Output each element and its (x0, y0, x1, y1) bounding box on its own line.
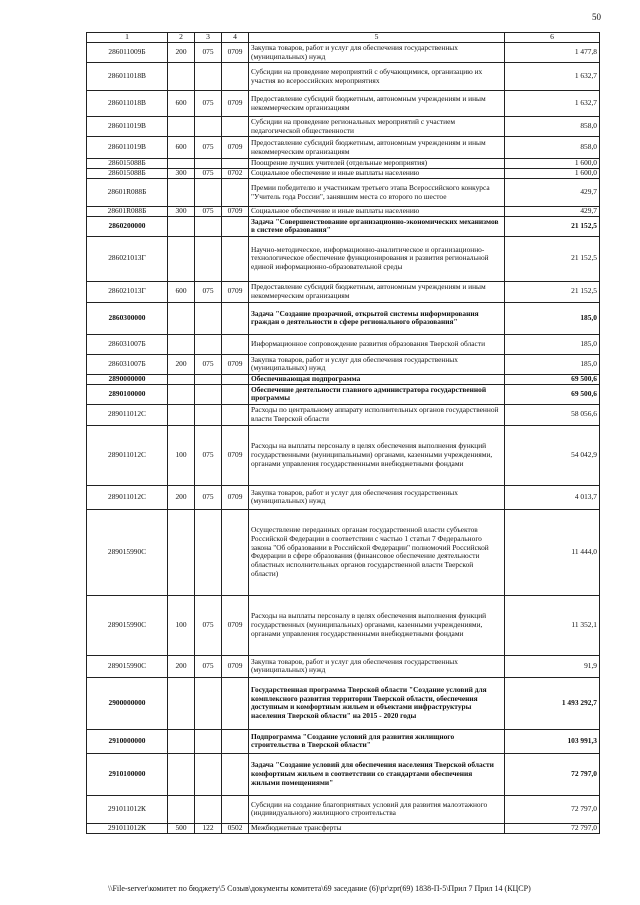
row-name-cell: Закупка товаров, работ и услуг для обеспечения государственных (муниципальных) нужд (249, 43, 505, 63)
row-col2-cell: 600 (168, 91, 195, 117)
row-col4-cell (222, 509, 249, 595)
row-name-cell: Научно-методическое, информационно-аналитическое и организационно-технологическое обеспечение функционирования и развития региональной единой информационно-образовательной среды (249, 236, 505, 281)
table-row (87, 159, 600, 169)
row-col4-cell (222, 374, 249, 384)
row-name-cell: Расходы по центральному аппарату исполнительных органов государственной власти Тверской области (249, 404, 505, 425)
row-amount-cell: 429,7 (505, 179, 600, 207)
row-col3-cell (195, 753, 222, 795)
row-col3-cell (195, 216, 222, 236)
table-row (87, 795, 600, 823)
row-name-cell: Премии победителю и участникам третьего этапа Всероссийского конкурса "Учитель года России", занявшим места со второго по шестое (249, 179, 505, 207)
row-amount-cell: 72 797,0 (505, 823, 600, 833)
row-col2-cell: 500 (168, 823, 195, 833)
row-col4-cell: 0709 (222, 207, 249, 217)
row-name-cell: Социальное обеспечение и иные выплаты населению (249, 207, 505, 217)
row-name-cell: Закупка товаров, работ и услуг для обеспечения государственных (муниципальных) нужд (249, 655, 505, 677)
row-col2-cell: 200 (168, 485, 195, 509)
row-amount-cell: 1 493 292,7 (505, 677, 600, 729)
row-amount-cell: 11 352,1 (505, 595, 600, 655)
row-col2-cell (168, 795, 195, 823)
row-col4-cell: 0709 (222, 43, 249, 63)
table-row (87, 425, 600, 485)
row-name-cell: Государственная программа Тверской области "Создание условий для комплексного развития территории Тверской области, обеспечения доступным и комфортным жильем и объектами инфраструктуры населения Тверской области" на 2015 - 2020 годы (249, 677, 505, 729)
row-amount-cell: 58 056,6 (505, 404, 600, 425)
row-amount-cell: 858,0 (505, 117, 600, 137)
row-col2-cell (168, 729, 195, 753)
row-col2-cell (168, 753, 195, 795)
row-col2-cell: 200 (168, 354, 195, 374)
table-row (87, 384, 600, 404)
row-code-cell: 286011009Б (87, 43, 168, 63)
row-col4-cell (222, 159, 249, 169)
row-col2-cell (168, 236, 195, 281)
row-col4-cell (222, 302, 249, 334)
row-col4-cell: 0709 (222, 91, 249, 117)
row-amount-cell: 1 632,7 (505, 63, 600, 91)
row-name-cell: Задача "Создание условий для обеспечения населения Тверской области комфортным жильем в соответствии со стандартами обеспечения жилыми помещениями" (249, 753, 505, 795)
row-col3-cell: 075 (195, 425, 222, 485)
row-col3-cell (195, 404, 222, 425)
row-col2-cell: 300 (168, 207, 195, 217)
row-col4-cell (222, 795, 249, 823)
row-amount-cell: 4 013,7 (505, 485, 600, 509)
row-col2-cell (168, 334, 195, 354)
file-path-footer: \\File-server\комитет по бюджету\5 Созыв\документы комитета\69 заседание (6)\pr\zpr(69) 1838-П-5\Прил 7 Прил 14 (КЦСР) (108, 884, 531, 893)
row-col3-cell: 075 (195, 169, 222, 179)
column-header-amount: 6 (505, 33, 600, 43)
row-col3-cell (195, 236, 222, 281)
row-col3-cell: 075 (195, 485, 222, 509)
row-col3-cell: 075 (195, 43, 222, 63)
column-header-2: 2 (168, 33, 195, 43)
row-col2-cell (168, 509, 195, 595)
row-col2-cell: 600 (168, 281, 195, 302)
row-amount-cell: 1 477,8 (505, 43, 600, 63)
row-name-cell: Межбюджетные трансферты (249, 823, 505, 833)
row-code-cell: 286021013Г (87, 281, 168, 302)
table-row (87, 595, 600, 655)
row-col3-cell: 122 (195, 823, 222, 833)
column-header-name: 5 (249, 33, 505, 43)
table-row (87, 374, 600, 384)
row-col4-cell: 0702 (222, 169, 249, 179)
row-col4-cell (222, 117, 249, 137)
row-col2-cell (168, 159, 195, 169)
row-name-cell: Задача "Совершенствование организационно-экономических механизмов в системе образования" (249, 216, 505, 236)
row-col2-cell (168, 404, 195, 425)
row-col2-cell: 300 (168, 169, 195, 179)
row-col4-cell: 0709 (222, 137, 249, 159)
row-code-cell: 2860200000 (87, 216, 168, 236)
row-code-cell: 286031007Б (87, 354, 168, 374)
row-col4-cell: 0709 (222, 485, 249, 509)
row-name-cell: Предоставление субсидий бюджетным, автономным учреждениям и иным некоммерческим организациям (249, 281, 505, 302)
row-col4-cell (222, 404, 249, 425)
row-col4-cell (222, 384, 249, 404)
row-name-cell: Предоставление субсидий бюджетным, автономным учреждениям и иным некоммерческим организациям (249, 137, 505, 159)
row-code-cell: 289015990С (87, 655, 168, 677)
row-amount-cell: 185,0 (505, 354, 600, 374)
row-amount-cell: 72 797,0 (505, 753, 600, 795)
row-col2-cell (168, 216, 195, 236)
row-col2-cell (168, 677, 195, 729)
table-row (87, 169, 600, 179)
table-row (87, 281, 600, 302)
page-number: 50 (592, 12, 601, 22)
row-col3-cell (195, 374, 222, 384)
row-code-cell: 286011019В (87, 137, 168, 159)
row-col2-cell: 100 (168, 425, 195, 485)
row-code-cell: 286015088Б (87, 159, 168, 169)
row-name-cell: Субсидии на проведение региональных мероприятий с участием педагогической общественности (249, 117, 505, 137)
row-amount-cell: 72 797,0 (505, 795, 600, 823)
row-name-cell: Закупка товаров, работ и услуг для обеспечения государственных (муниципальных) нужд (249, 354, 505, 374)
row-col4-cell (222, 677, 249, 729)
row-col4-cell (222, 729, 249, 753)
row-code-cell: 289011012С (87, 425, 168, 485)
row-col2-cell: 100 (168, 595, 195, 655)
row-col4-cell: 0502 (222, 823, 249, 833)
row-amount-cell: 91,9 (505, 655, 600, 677)
row-code-cell: 289011012С (87, 404, 168, 425)
row-col4-cell (222, 179, 249, 207)
row-col3-cell (195, 795, 222, 823)
row-amount-cell: 54 042,9 (505, 425, 600, 485)
row-amount-cell: 69 500,6 (505, 384, 600, 404)
row-col4-cell: 0709 (222, 354, 249, 374)
table-row (87, 207, 600, 217)
row-amount-cell: 185,0 (505, 334, 600, 354)
row-name-cell: Обеспечение деятельности главного администратора государственной программы (249, 384, 505, 404)
row-amount-cell: 21 152,5 (505, 236, 600, 281)
table-row (87, 655, 600, 677)
row-col3-cell (195, 117, 222, 137)
row-code-cell: 28601R088Б (87, 179, 168, 207)
table-row (87, 354, 600, 374)
row-code-cell: 28601R088Б (87, 207, 168, 217)
row-col3-cell (195, 159, 222, 169)
table-row (87, 485, 600, 509)
row-col3-cell (195, 729, 222, 753)
row-col3-cell (195, 179, 222, 207)
table-row (87, 302, 600, 334)
row-code-cell: 289015990С (87, 595, 168, 655)
row-amount-cell: 858,0 (505, 137, 600, 159)
row-col2-cell (168, 302, 195, 334)
budget-table (86, 32, 600, 834)
row-name-cell: Подпрограмма "Создание условий для развития жилищного строительства в Тверской области" (249, 729, 505, 753)
row-col3-cell: 075 (195, 655, 222, 677)
table-row (87, 63, 600, 91)
row-col2-cell: 200 (168, 43, 195, 63)
row-amount-cell: 69 500,6 (505, 374, 600, 384)
row-code-cell: 2900000000 (87, 677, 168, 729)
row-name-cell: Субсидии на создание благоприятных условий для развития малоэтажного (индивидуального) жилищного строительства (249, 795, 505, 823)
row-code-cell: 289015990С (87, 509, 168, 595)
row-name-cell: Задача "Создание прозрачной, открытой системы информирования граждан о деятельности в сфере регионального образования" (249, 302, 505, 334)
table-row (87, 43, 600, 63)
table-row (87, 137, 600, 159)
row-code-cell: 289011012С (87, 485, 168, 509)
row-col3-cell (195, 384, 222, 404)
row-col2-cell (168, 384, 195, 404)
row-amount-cell: 1 632,7 (505, 91, 600, 117)
row-amount-cell: 11 444,0 (505, 509, 600, 595)
row-col3-cell: 075 (195, 91, 222, 117)
row-col3-cell (195, 302, 222, 334)
table-row (87, 216, 600, 236)
table-row (87, 509, 600, 595)
row-col2-cell (168, 63, 195, 91)
row-code-cell: 286031007Б (87, 334, 168, 354)
row-amount-cell: 21 152,5 (505, 216, 600, 236)
row-code-cell: 2860300000 (87, 302, 168, 334)
row-amount-cell: 1 600,0 (505, 169, 600, 179)
table-row (87, 823, 600, 833)
row-code-cell: 291011012К (87, 823, 168, 833)
row-name-cell: Информационное сопровождение развития образования Тверской области (249, 334, 505, 354)
row-col3-cell (195, 334, 222, 354)
table-row (87, 729, 600, 753)
row-code-cell: 286011019В (87, 117, 168, 137)
table-row (87, 753, 600, 795)
row-name-cell: Социальное обеспечение и иные выплаты населению (249, 169, 505, 179)
table-body (87, 43, 600, 834)
column-header-4: 4 (222, 33, 249, 43)
row-col2-cell: 200 (168, 655, 195, 677)
row-code-cell: 291011012К (87, 795, 168, 823)
row-col4-cell (222, 216, 249, 236)
row-name-cell: Субсидии на проведение мероприятий с обучающимися, организацию их участия во всероссийских мероприятиях (249, 63, 505, 91)
row-col3-cell (195, 63, 222, 91)
row-amount-cell: 429,7 (505, 207, 600, 217)
table-row (87, 334, 600, 354)
row-col4-cell: 0709 (222, 425, 249, 485)
row-col2-cell: 600 (168, 137, 195, 159)
table-row (87, 179, 600, 207)
row-code-cell: 2890100000 (87, 384, 168, 404)
column-header-code: 1 (87, 33, 168, 43)
row-col3-cell: 075 (195, 281, 222, 302)
row-col4-cell (222, 63, 249, 91)
row-name-cell: Предоставление субсидий бюджетным, автономным учреждениям и иным некоммерческим организациям (249, 91, 505, 117)
row-amount-cell: 1 600,0 (505, 159, 600, 169)
row-code-cell: 286011018В (87, 63, 168, 91)
row-col4-cell: 0709 (222, 655, 249, 677)
row-code-cell: 286015088Б (87, 169, 168, 179)
table-row (87, 677, 600, 729)
row-name-cell: Закупка товаров, работ и услуг для обеспечения государственных (муниципальных) нужд (249, 485, 505, 509)
row-code-cell: 286021013Г (87, 236, 168, 281)
row-code-cell: 2890000000 (87, 374, 168, 384)
row-col3-cell: 075 (195, 207, 222, 217)
row-col2-cell (168, 117, 195, 137)
table-row (87, 236, 600, 281)
row-col3-cell (195, 509, 222, 595)
row-code-cell: 2910000000 (87, 729, 168, 753)
row-col3-cell (195, 677, 222, 729)
row-name-cell: Расходы на выплаты персоналу в целях обеспечения выполнения функций государственных (муниципальных) органами, казенными учреждениями, органами управления государственными внебюджетными фондами (249, 595, 505, 655)
row-col4-cell (222, 753, 249, 795)
row-col4-cell: 0709 (222, 595, 249, 655)
table-row (87, 91, 600, 117)
row-col4-cell: 0709 (222, 281, 249, 302)
row-amount-cell: 185,0 (505, 302, 600, 334)
row-amount-cell: 103 991,3 (505, 729, 600, 753)
row-code-cell: 286011018В (87, 91, 168, 117)
row-name-cell: Осуществление переданных органам государственной власти субъектов Российской Федерации в соответствии с частью 1 статьи 7 Федерального закона "Об образовании в Российской Федерации" полномочий Российской Федерации в сфере образования (финансовое обеспечение деятельности областных исполнительных органов государственной власти Тверской области) (249, 509, 505, 595)
row-name-cell: Расходы на выплаты персоналу в целях обеспечения выполнения функций государственными (муниципальными) органами, казенными учреждениями, органами управления государственными внебюджетными фондами (249, 425, 505, 485)
row-col4-cell (222, 236, 249, 281)
column-header-3: 3 (195, 33, 222, 43)
row-name-cell: Обеспечивающая подпрограмма (249, 374, 505, 384)
row-col3-cell: 075 (195, 354, 222, 374)
row-col3-cell: 075 (195, 137, 222, 159)
row-col3-cell: 075 (195, 595, 222, 655)
row-code-cell: 2910100000 (87, 753, 168, 795)
row-amount-cell: 21 152,5 (505, 281, 600, 302)
table-row (87, 404, 600, 425)
row-col4-cell (222, 334, 249, 354)
row-col2-cell (168, 374, 195, 384)
table-row (87, 117, 600, 137)
row-name-cell: Поощрение лучших учителей (отдельные мероприятия) (249, 159, 505, 169)
row-col2-cell (168, 179, 195, 207)
table-header-row (87, 33, 600, 43)
